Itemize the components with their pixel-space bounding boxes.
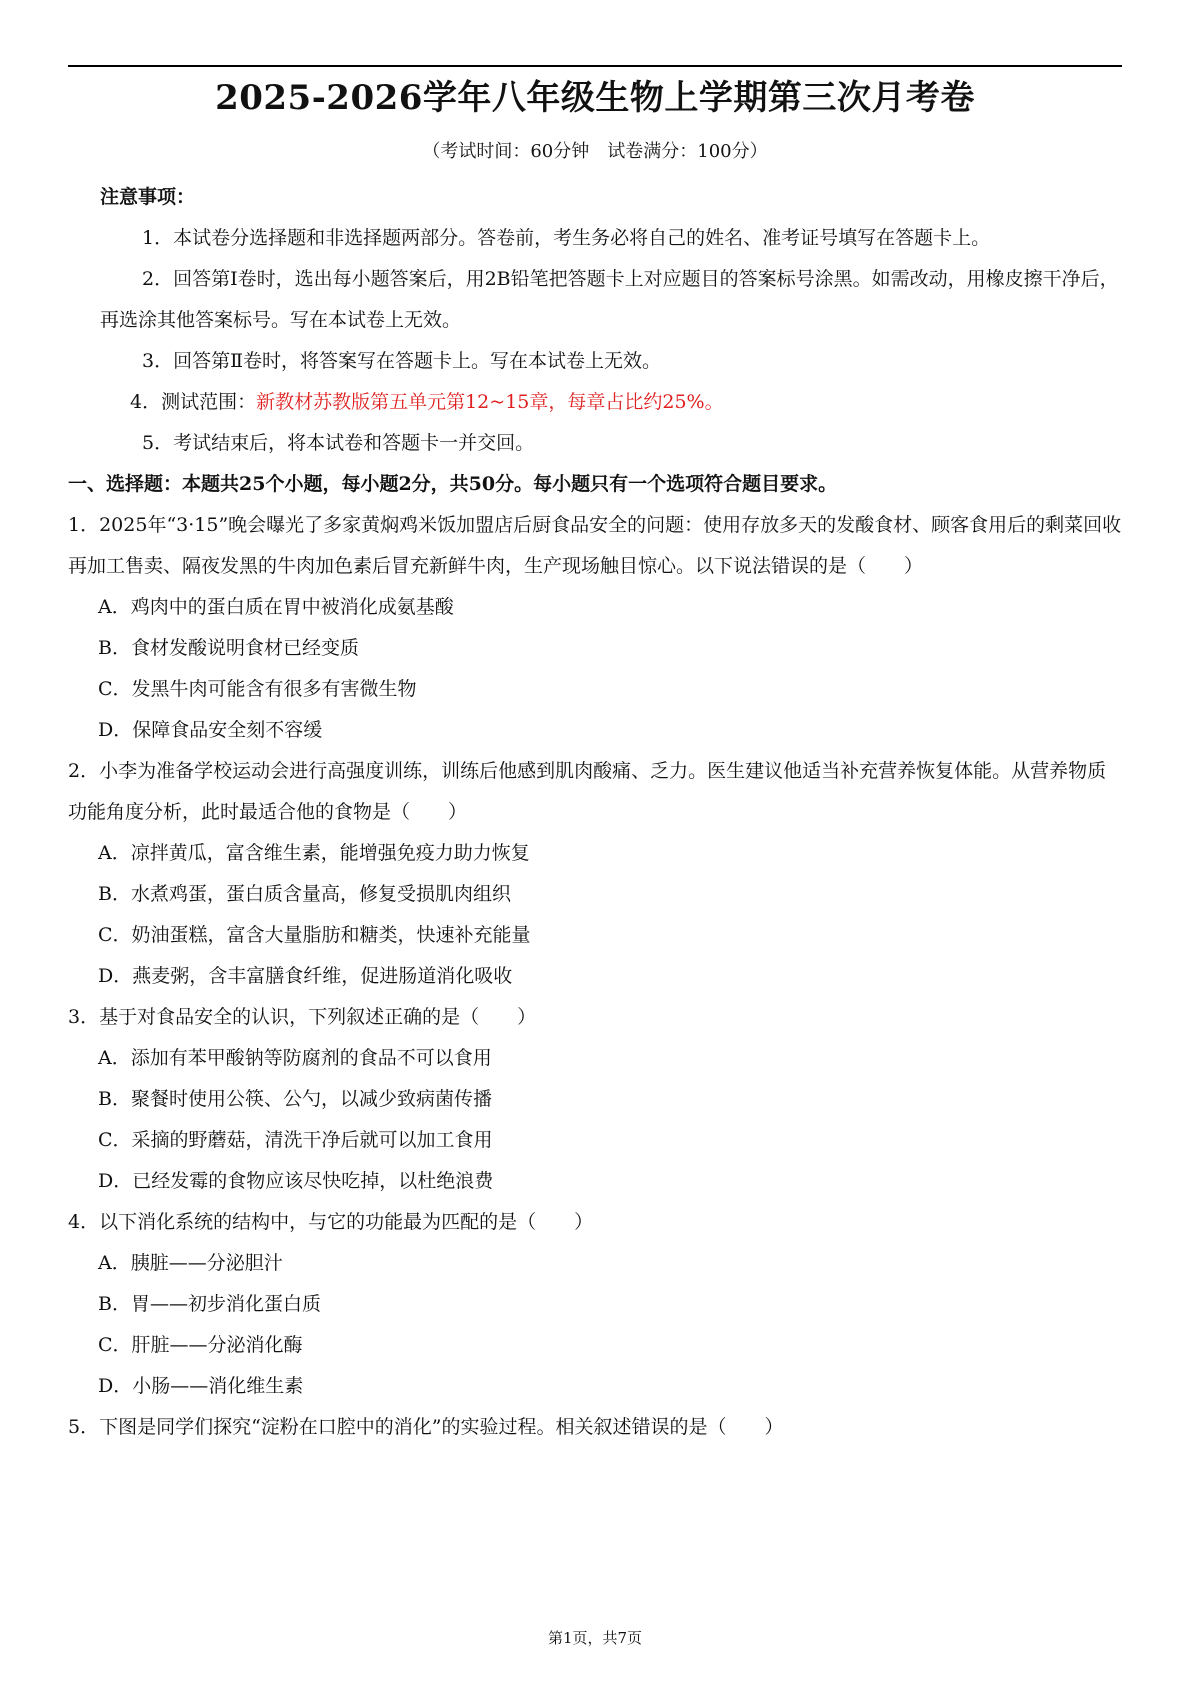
option: C．采摘的野蘑菇，清洗干净后就可以加工食用: [98, 1129, 493, 1151]
option: B．胃——初步消化蛋白质: [98, 1293, 321, 1315]
option: B．水煮鸡蛋，蛋白质含量高，修复受损肌肉组织: [98, 883, 511, 905]
question: [68, 1202, 1122, 1407]
option: A．鸡肉中的蛋白质在胃中被消化成氨基酸: [98, 596, 454, 618]
option: D．燕麦粥，含丰富膳食纤维，促进肠道消化吸收: [98, 965, 513, 987]
notice-item: 5．考试结束后，将本试卷和答题卡一并交回。: [142, 432, 535, 454]
notice-range-value: 新教材苏教版第五单元第12~15章，每章占比约25%。: [256, 391, 724, 413]
page-title: 2025-2026学年八年级生物上学期第三次月考卷: [215, 78, 975, 118]
section-heading: 一、选择题：本题共25个小题，每小题2分，共50分。每小题只有一个选项符合题目要求。: [68, 473, 838, 495]
question-stem: 1．2025年“3·15”晚会曝光了多家黄焖鸡米饭加盟店后厨食品安全的问题：使用存放多天的发酸食材、顾客食用后的剩菜回收再加工售卖、隔夜发黑的牛肉加色素后冒充新鲜牛肉，生产现场触目惊心。以下说法错误的是（ ）: [68, 514, 1122, 577]
option: A．胰脏——分泌胆汁: [98, 1252, 283, 1274]
notice-item: 1．本试卷分选择题和非选择题两部分。答卷前，考生务必将自己的姓名、准考证号填写在答题卡上。: [142, 227, 991, 249]
notice-item: 2．回答第Ⅰ卷时，选出每小题答案后，用2B铅笔把答题卡上对应题目的答案标号涂黑。如需改动，用橡皮擦干净后，再选涂其他答案标号。写在本试卷上无效。: [100, 268, 1119, 331]
question: [68, 997, 1122, 1202]
question-stem: 2．小李为准备学校运动会进行高强度训练，训练后他感到肌肉酸痛、乏力。医生建议他适当补充营养恢复体能。从营养物质功能角度分析，此时最适合他的食物是（ ）: [68, 760, 1107, 823]
notice-range-label: 4．测试范围：: [130, 391, 257, 413]
notice-item: 3．回答第Ⅱ卷时，将答案写在答题卡上。写在本试卷上无效。: [142, 350, 662, 372]
exam-body: [68, 177, 1122, 1448]
option: C．肝脏——分泌消化酶: [98, 1334, 303, 1356]
question: [68, 505, 1122, 751]
option: B．聚餐时使用公筷、公勺，以减少致病菌传播: [98, 1088, 492, 1110]
notice-item-range: [68, 382, 1122, 423]
option: D．保障食品安全刻不容缓: [98, 719, 323, 741]
question-stem: 5．下图是同学们探究“淀粉在口腔中的消化”的实验过程。相关叙述错误的是（ ）: [68, 1416, 784, 1438]
option: A．凉拌黄瓜，富含维生素，能增强免疫力助力恢复: [98, 842, 530, 864]
question-stem: 3．基于对食品安全的认识，下列叙述正确的是（ ）: [68, 1006, 537, 1028]
exam-info: （考试时间：60分钟 试卷满分：100分）: [422, 141, 768, 162]
question: [68, 1407, 1122, 1448]
top-rule: [68, 65, 1122, 67]
option: D．已经发霉的食物应该尽快吃掉，以杜绝浪费: [98, 1170, 494, 1192]
notice-heading: 注意事项：: [100, 186, 196, 208]
option: D．小肠——消化维生素: [98, 1375, 304, 1397]
option: A．添加有苯甲酸钠等防腐剂的食品不可以食用: [98, 1047, 492, 1069]
option: C．发黑牛肉可能含有很多有害微生物: [98, 678, 417, 700]
option: C．奶油蛋糕，富含大量脂肪和糖类，快速补充能量: [98, 924, 531, 946]
option: B．食材发酸说明食材已经变质: [98, 637, 359, 659]
question: [68, 751, 1122, 997]
page-number: 第1页，共7页: [547, 1629, 643, 1647]
question-stem: 4．以下消化系统的结构中，与它的功能最为匹配的是（ ）: [68, 1211, 594, 1233]
